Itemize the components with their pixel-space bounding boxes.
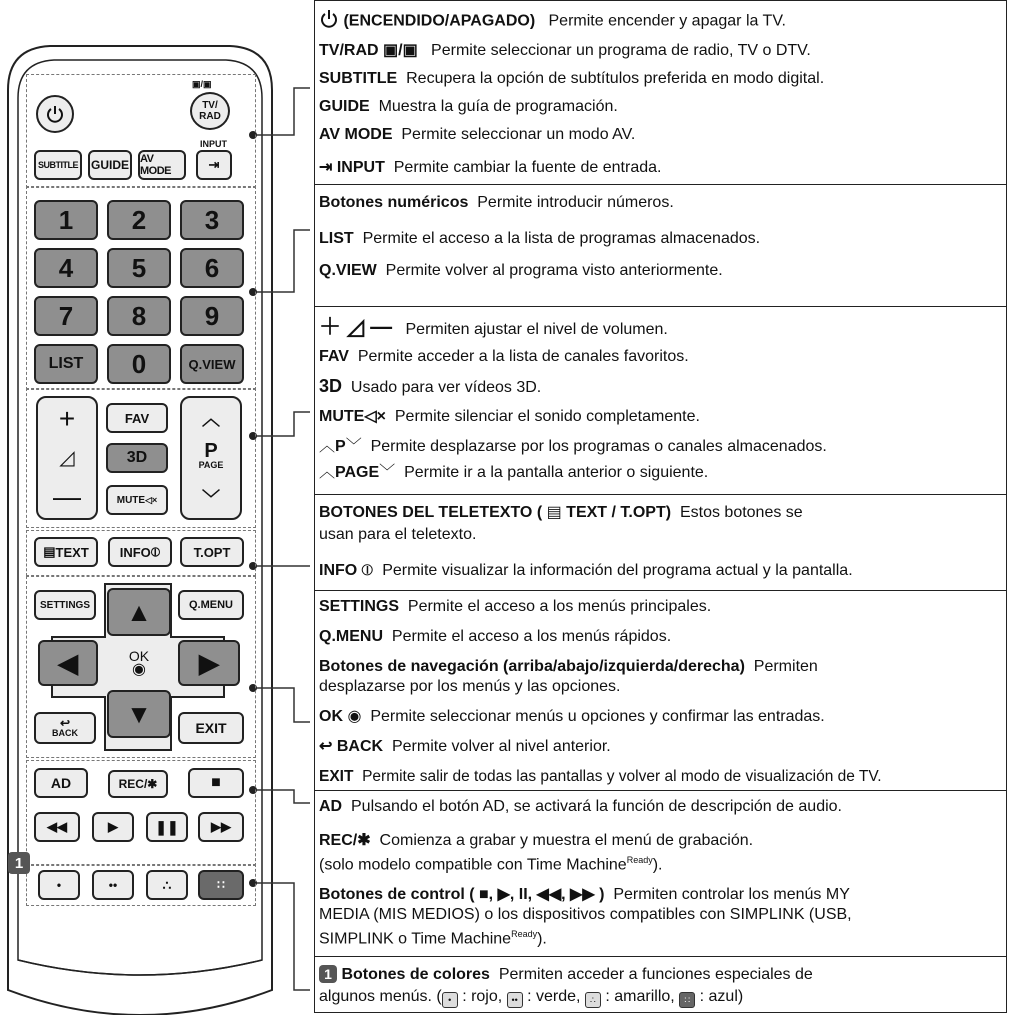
mute-icon: ◁× [145, 494, 158, 505]
green-button[interactable] [92, 870, 134, 900]
power-label: (ENCENDIDO/APAGADO) [343, 12, 536, 30]
yellow-label: : amarillo, [605, 988, 675, 1005]
list-button[interactable]: LIST [34, 344, 98, 384]
arrow-up-icon: ▲ [126, 596, 152, 627]
blue-swatch-icon: ∷ [679, 992, 695, 1008]
nav-desc: Permiten [753, 658, 818, 675]
arrow-right-icon: ▶ [199, 647, 219, 678]
nav-left-button[interactable] [38, 640, 98, 686]
ok-button[interactable] [112, 642, 166, 684]
text-label: TEXT [55, 544, 89, 560]
one-dot-icon: • [56, 878, 62, 892]
ad-desc-line [319, 797, 1002, 816]
exit-label: EXIT [319, 768, 354, 785]
teletext-desc2: usan para el teletexto. [319, 526, 477, 543]
p-desc: Permite desplazarse por los programas o canales almacenados. [370, 438, 827, 455]
control-desc3: SIMPLINK o Time Machine [319, 930, 512, 948]
volume-desc: Permiten ajustar el nivel de volumen. [405, 321, 668, 338]
green-label: : verde, [527, 988, 581, 1005]
section-volume-channel [315, 307, 1006, 495]
rec-button[interactable]: REC/✱ [108, 770, 168, 798]
ok-icon: ◉ [347, 708, 362, 725]
chevron-up-icon: ︿ [202, 408, 220, 429]
list-desc-line [319, 229, 1002, 248]
input-icon: ⇥ [319, 159, 333, 176]
number-button-2[interactable]: 2 [107, 200, 171, 240]
section-colors [315, 957, 1006, 1014]
colors-desc: Permiten acceder a funciones especiales de [498, 966, 813, 983]
color-badge: 1 [8, 852, 30, 874]
section-teletext [315, 495, 1006, 591]
play-icon: ▶ [108, 819, 118, 834]
input-top-label: INPUT [200, 139, 227, 149]
teletext-label: BOTONES DEL TELETEXTO ( [319, 504, 543, 521]
rec-note-end: ). [652, 856, 663, 874]
stop-button[interactable] [188, 768, 244, 798]
control-desc3-end: ). [537, 930, 547, 948]
color-badge: 1 [319, 965, 337, 983]
page-label: PAGE [335, 464, 380, 481]
ad-button[interactable]: AD [34, 768, 88, 798]
nav-desc-line [319, 657, 1002, 676]
power-button[interactable] [36, 95, 74, 133]
ad-label: AD [319, 798, 343, 815]
number-button-0[interactable]: 0 [107, 344, 171, 384]
fav-desc: Permite acceder a la lista de canales favoritos. [357, 348, 689, 365]
3d-desc: Usado para ver vídeos 3D. [350, 379, 542, 396]
qmenu-desc-line [319, 627, 1002, 646]
two-dot-icon: •• [108, 878, 118, 892]
list-label: LIST [319, 230, 354, 247]
p-desc-line [319, 437, 1002, 456]
rec-note-line [319, 851, 1002, 874]
number-button-9[interactable]: 9 [180, 296, 244, 336]
input-label: INPUT [336, 159, 385, 176]
ready-sup: Ready [626, 855, 653, 865]
red-label: : rojo, [462, 988, 503, 1005]
section-power-input [315, 1, 1006, 185]
settings-label: SETTINGS [319, 598, 400, 615]
section-navigation [315, 591, 1006, 791]
tv-radio-icon: ▣/▣ [383, 42, 418, 59]
control-label: Botones de control ( [319, 886, 475, 903]
remote-control-illustration [0, 0, 310, 1015]
pause-button[interactable] [146, 812, 188, 842]
subtitle-label: SUBTITLE [319, 70, 398, 87]
info-button[interactable] [108, 537, 172, 567]
mute-label: MUTE [319, 408, 365, 425]
exit-button[interactable]: EXIT [178, 712, 244, 744]
colors-desc2: algunos menús. ( [319, 988, 442, 1005]
tvrad-top-label: ▣/▣ [192, 79, 212, 89]
exit-desc-line [319, 767, 1002, 786]
back-arrow-icon: ↩ [319, 738, 333, 755]
numeric-desc-line [319, 193, 1002, 212]
subtitle-button[interactable]: SUBTITLE [34, 150, 82, 180]
ok-desc: Permite seleccionar menús u opciones y confirmar las entradas. [370, 708, 825, 725]
rewind-icon: ◀◀ [47, 819, 67, 834]
power-icon [319, 9, 339, 34]
info-icon: ⦶ [150, 544, 161, 559]
tvrad-desc: Permite seleccionar un programa de radio, TV o DTV. [431, 42, 811, 59]
input-icon: ⇥ [208, 157, 220, 172]
asterisk-icon: ✱ [357, 832, 371, 849]
back-label: BACK [52, 728, 78, 738]
pause-icon: ❚❚ [155, 818, 179, 835]
guide-button[interactable]: GUIDE [88, 150, 132, 180]
volume-icons: ＋ ◿ — [319, 314, 393, 339]
section-numbers [315, 185, 1006, 307]
p-label: P [335, 438, 346, 455]
page-desc: Permite ir a la pantalla anterior o siguiente. [404, 464, 709, 481]
qview-desc: Permite volver al programa visto anteriormente. [385, 262, 723, 279]
green-swatch-icon: •• [507, 992, 523, 1008]
nav-desc2: desplazarse por los menús y las opciones. [319, 678, 621, 695]
subtitle-desc: Recupera la opción de subtítulos preferida en modo digital. [406, 70, 825, 87]
info-label: INFO [319, 562, 358, 579]
number-button-8[interactable]: 8 [107, 296, 171, 336]
power-desc: Permite encender y apagar la TV. [548, 12, 786, 30]
ok-label: OK [128, 648, 150, 664]
back-desc: Permite volver al nivel anterior. [391, 738, 611, 755]
control-marks: ■, ▶, II, ◀◀, ▶▶ ) [479, 886, 605, 903]
control-desc2: MEDIA (MIS MEDIOS) o los dispositivos compatibles con SIMPLINK (USB, [319, 906, 852, 923]
power-icon [45, 104, 65, 124]
nav-up-button[interactable] [107, 588, 171, 636]
mute-label: MUTE [116, 494, 146, 506]
three-dot-icon: ∴ [162, 876, 172, 893]
info-icon: ⦶ [361, 562, 374, 579]
fav-label: FAV [319, 348, 349, 365]
teletext-icon: ▤ [546, 504, 562, 521]
play-button[interactable] [92, 812, 134, 842]
mute-button[interactable] [106, 485, 168, 515]
input-desc-line [319, 158, 1002, 177]
qview-label: Q.VIEW [319, 262, 377, 279]
chevron-down-icon: ﹀ [379, 464, 396, 481]
arrow-left-icon: ◀ [58, 647, 78, 678]
minus-icon: — [53, 480, 81, 512]
mute-desc-line [319, 407, 1002, 426]
guide-desc-line [319, 97, 1002, 116]
volume-desc-line [319, 314, 1002, 339]
chevron-up-icon: ︿ [319, 464, 336, 481]
avmode-label: AV MODE [319, 126, 393, 143]
channel-p-label: P [204, 439, 218, 462]
channel-page-label: PAGE [198, 459, 224, 470]
blue-button[interactable] [198, 870, 244, 900]
ready-sup-2: Ready [511, 929, 538, 939]
teletext-icon: ▤ [43, 544, 56, 559]
rec-desc: Comienza a grabar y muestra el menú de grabación. [379, 832, 754, 849]
number-button-5[interactable]: 5 [107, 248, 171, 288]
ok-label: OK [319, 708, 343, 725]
qmenu-desc: Permite el acceso a los menús rápidos. [391, 628, 672, 645]
control-desc: Permiten controlar los menús MY [613, 886, 850, 903]
channel-rocker[interactable] [180, 396, 242, 520]
back-label: BACK [336, 738, 384, 755]
number-button-1[interactable]: 1 [34, 200, 98, 240]
guide-label: GUIDE [319, 98, 370, 115]
rewind-button[interactable] [34, 812, 80, 842]
info-desc: Permite visualizar la información del programa actual y la pantalla. [382, 562, 853, 579]
chevron-down-icon: ﹀ [345, 438, 362, 455]
qview-desc-line [319, 261, 1002, 280]
3d-desc-line [319, 377, 1002, 397]
fastforward-icon: ▶▶ [211, 819, 231, 834]
number-button-4[interactable]: 4 [34, 248, 98, 288]
yellow-swatch-icon: ∴ [585, 992, 601, 1008]
red-swatch-icon: • [442, 992, 458, 1008]
fav-desc-line [319, 347, 1002, 366]
back-button[interactable] [34, 712, 96, 744]
fav-button[interactable]: FAV [106, 403, 168, 433]
ok-icon: ◉ [132, 661, 146, 678]
avmode-desc-line [319, 125, 1002, 144]
nav-label: Botones de navegación (arriba/abajo/izquierda/derecha) [319, 658, 745, 675]
rec-note: (solo modelo compatible con Time Machine [319, 856, 627, 874]
teletext-mid: TEXT / T.OPT) [566, 504, 672, 521]
qmenu-button[interactable]: Q.MENU [178, 590, 244, 620]
mute-desc: Permite silenciar el sonido completamente. [394, 408, 700, 425]
blue-label: : azul) [699, 988, 744, 1005]
avmode-desc: Permite seleccionar un modo AV. [401, 126, 636, 143]
number-button-3[interactable]: 3 [180, 200, 244, 240]
back-desc-line [319, 737, 1002, 756]
power-desc-line [319, 9, 1002, 34]
colors-legend-line [319, 987, 1002, 1008]
input-desc: Permite cambiar la fuente de entrada. [393, 159, 662, 176]
info-desc-line [319, 561, 1002, 580]
control-desc-line [319, 885, 1002, 904]
section-playback [315, 791, 1006, 957]
input-button[interactable] [196, 150, 232, 180]
fastforward-button[interactable] [198, 812, 244, 842]
settings-desc-line [319, 597, 1002, 616]
settings-button[interactable]: SETTINGS [34, 590, 96, 620]
mute-icon: ◁× [364, 408, 386, 425]
yellow-button[interactable] [146, 870, 188, 900]
qmenu-label: Q.MENU [319, 628, 383, 645]
chevron-down-icon: ﹀ [202, 489, 220, 510]
avmode-button[interactable]: AV MODE [138, 150, 186, 180]
four-dot-icon: ∷ [217, 878, 225, 892]
3d-icon: 3D [319, 376, 343, 396]
ok-desc-line [319, 707, 1002, 726]
tvrad-label: TV/RAD [319, 42, 379, 59]
description-table [314, 0, 1007, 1013]
number-button-6[interactable]: 6 [180, 248, 244, 288]
volume-rocker[interactable] [36, 396, 98, 520]
channel-labels [198, 439, 224, 472]
colors-desc-line [319, 965, 1002, 984]
teletext-desc: Estos botones se [679, 504, 803, 521]
tvrad-button[interactable]: TV/ RAD [190, 92, 230, 130]
red-button[interactable] [38, 870, 80, 900]
ad-desc: Pulsando el botón AD, se activará la función de descripción de audio. [351, 798, 842, 815]
numeric-label: Botones numéricos [319, 194, 469, 211]
volume-icon: ◿ [59, 447, 75, 470]
rec-label: REC/ [319, 832, 358, 849]
teletext-desc-line [319, 503, 1002, 522]
arrow-down-icon: ▼ [126, 698, 152, 729]
info-label: INFO [119, 544, 151, 560]
page-desc-line [319, 463, 1002, 482]
list-desc: Permite el acceso a la lista de programas almacenados. [362, 230, 761, 247]
exit-desc: Permite salir de todas las pantallas y volver al modo de visualización de TV. [362, 768, 882, 785]
rec-desc-line [319, 831, 1002, 850]
stop-icon: ■ [211, 774, 221, 791]
number-button-7[interactable]: 7 [34, 296, 98, 336]
guide-desc: Muestra la guía de programación. [378, 98, 618, 115]
qview-button[interactable]: Q.VIEW [180, 344, 244, 384]
nav-down-button[interactable] [107, 690, 171, 738]
3d-button[interactable]: 3D [106, 443, 168, 473]
subtitle-desc-line [319, 69, 1002, 88]
topt-button[interactable]: T.OPT [180, 537, 244, 567]
back-arrow-icon: ↩ [59, 716, 71, 730]
colors-label: Botones de colores [341, 966, 490, 983]
control-desc3-line [319, 925, 1002, 948]
numeric-desc: Permite introducir números. [477, 194, 674, 211]
tvrad-desc-line [319, 41, 1002, 60]
plus-icon: + [58, 403, 76, 435]
nav-right-button[interactable] [178, 640, 240, 686]
text-button[interactable] [34, 537, 98, 567]
chevron-up-icon: ︿ [319, 438, 336, 455]
settings-desc: Permite el acceso a los menús principales. [407, 598, 712, 615]
